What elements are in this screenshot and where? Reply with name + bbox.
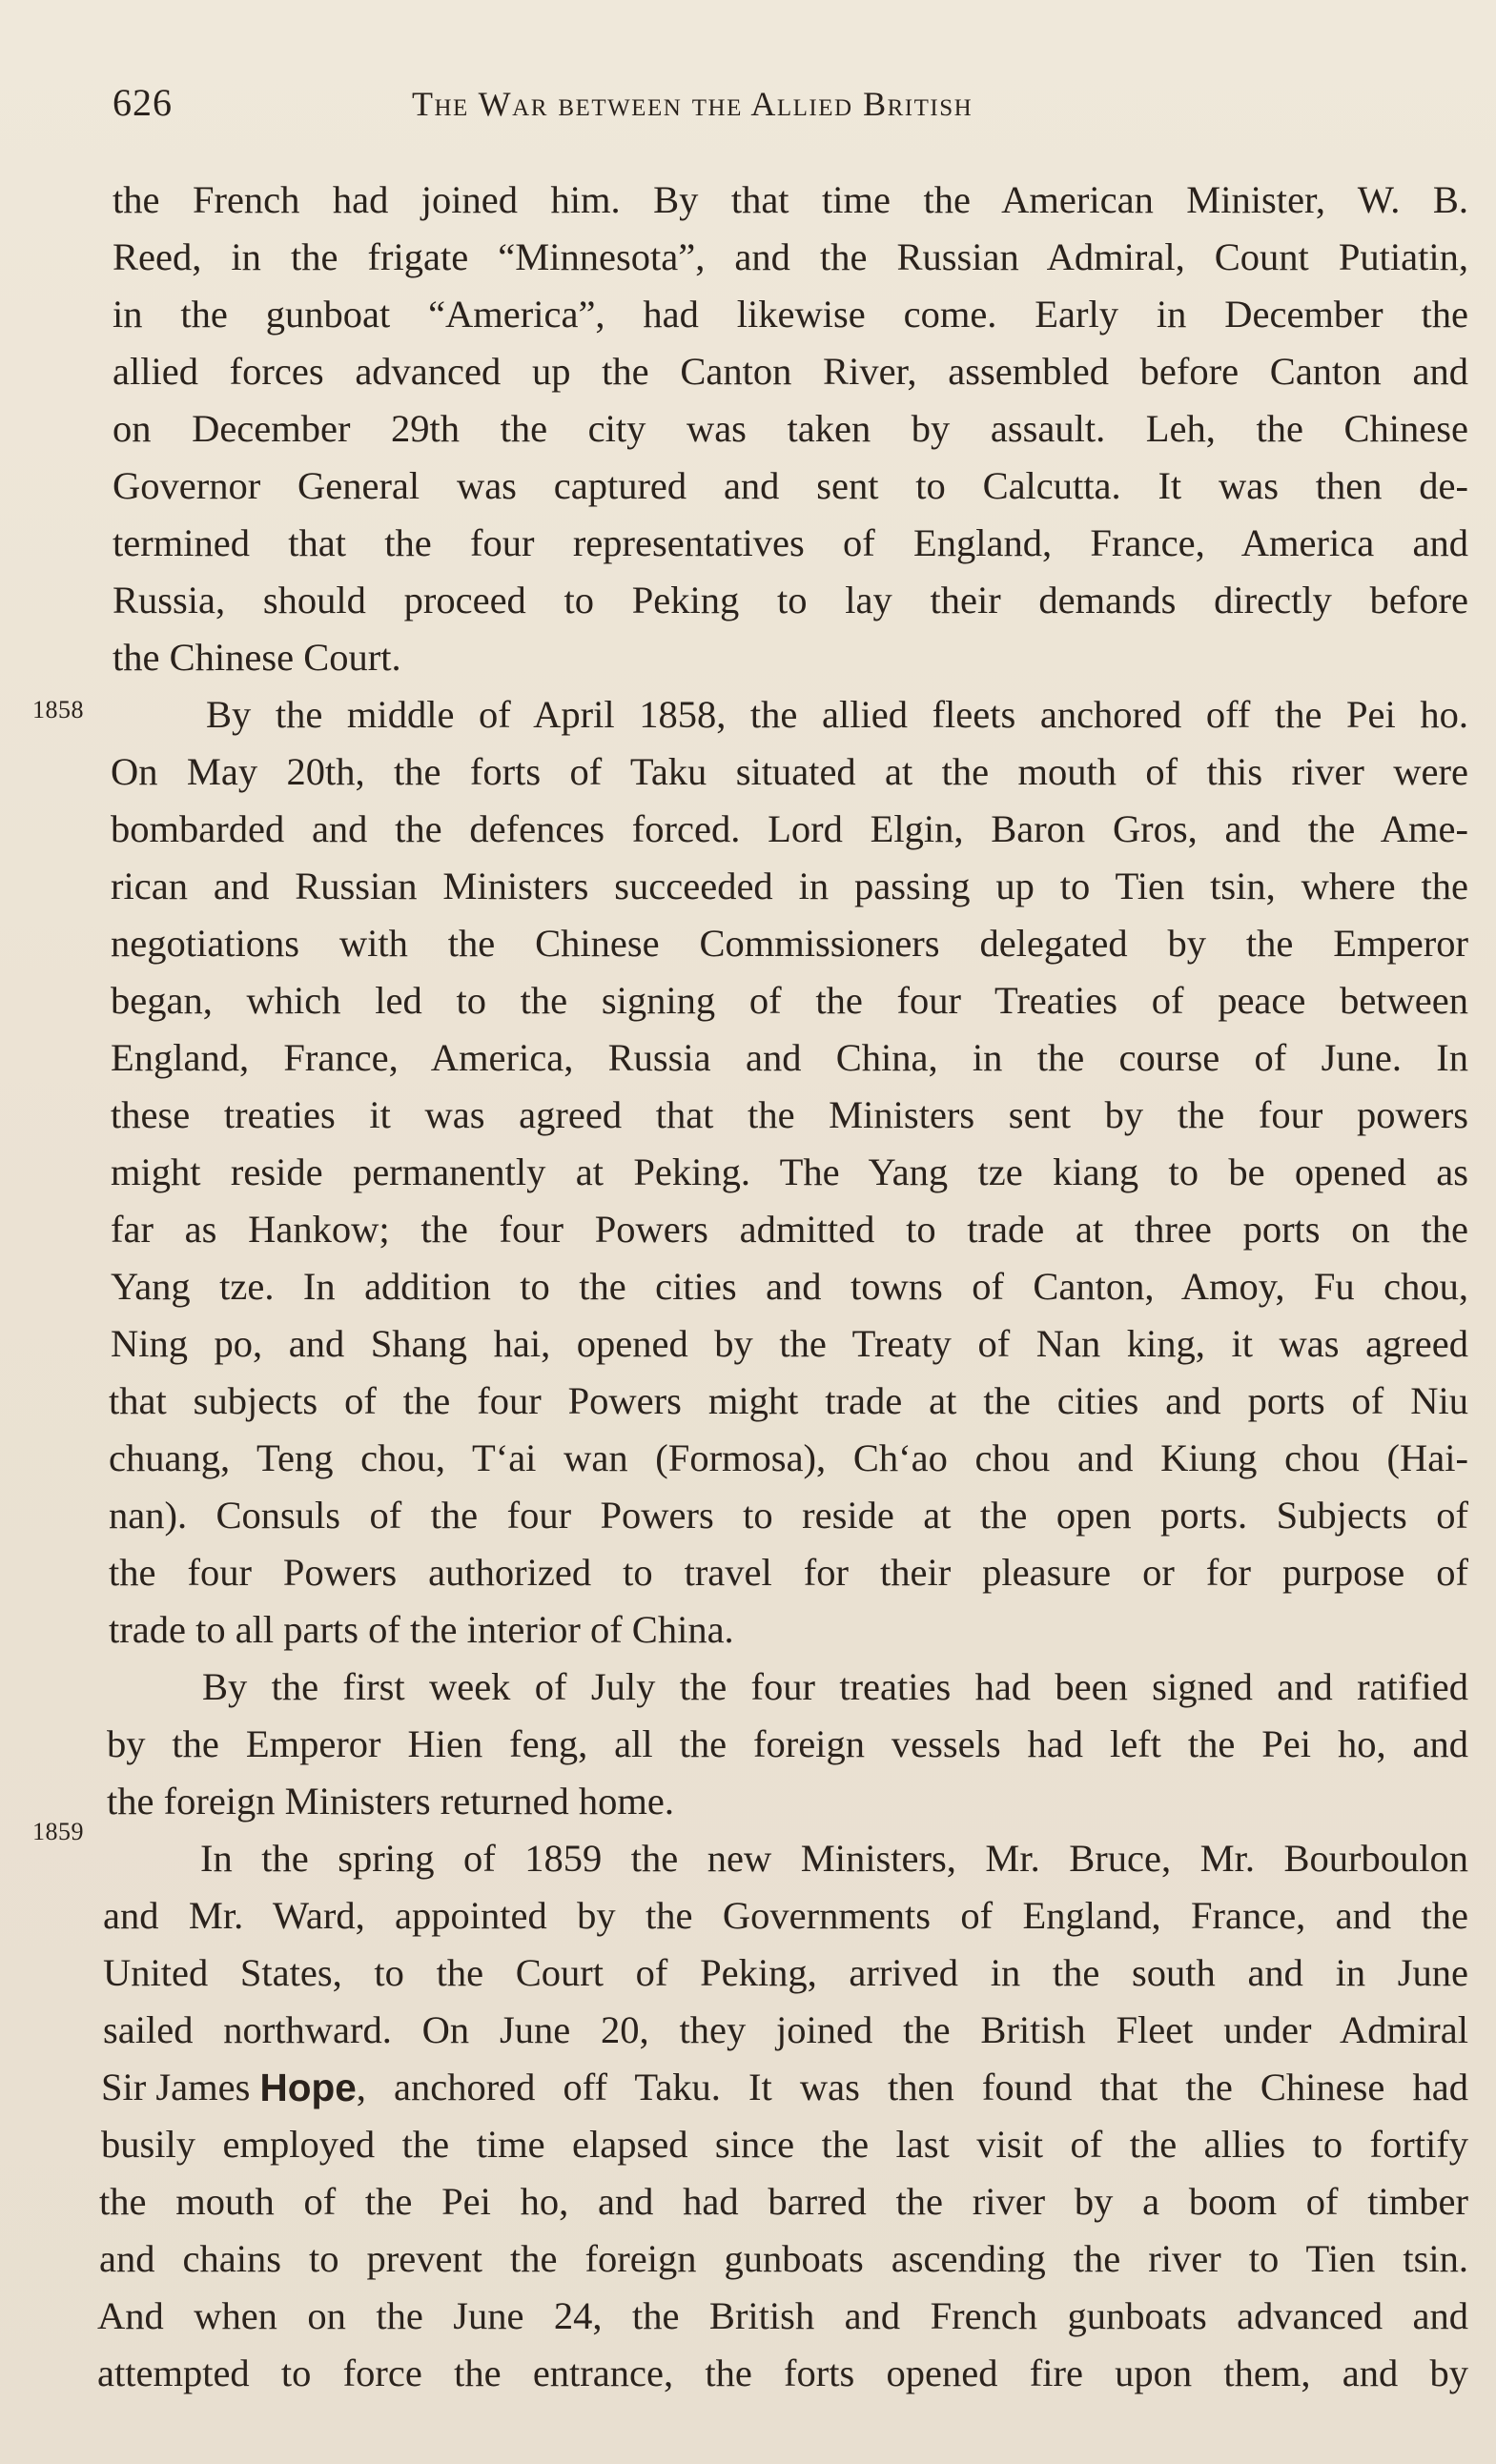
text-line: bombarded and the defences forced. Lord Elgin, Baron Gros, and the Ame-: [111, 807, 1468, 850]
text-segment: Sir James: [101, 2066, 260, 2108]
text-line: Governor General was captured and sent to Calcutta. It was then de-: [113, 464, 1468, 507]
text-line: And when on the June 24, the British and French gunboats advanced and: [97, 2294, 1468, 2337]
text-line: allied forces advanced up the Canton River, assembled before Canton and: [113, 350, 1468, 393]
text-line: on December 29th the city was taken by assault. Leh, the Chinese: [113, 407, 1468, 450]
name-hope: Hope: [259, 2066, 357, 2109]
margin-year-1859: 1859: [32, 1818, 84, 1845]
text-line: these treaties it was agreed that the Ministers sent by the four powers: [111, 1093, 1468, 1136]
text-line: began, which led to the signing of the four Treaties of peace between: [111, 979, 1468, 1022]
text-line: the mouth of the Pei ho, and had barred the river by a boom of timber: [99, 2180, 1468, 2223]
text-line: chuang, Teng chou, T‘ai wan (Formosa), Ch‘ao chou and Kiung chou (Hai-: [109, 1436, 1468, 1479]
text-line: nan). Consuls of the four Powers to reside at the open ports. Subjects of: [109, 1494, 1468, 1537]
text-line: Yang tze. In addition to the cities and towns of Canton, Amoy, Fu chou,: [111, 1265, 1468, 1308]
text-line: In the spring of 1859 the new Ministers, Mr. Bruce, Mr. Bourboulon: [200, 1837, 1468, 1880]
text-line: Reed, in the frigate “Minnesota”, and the Russian Admiral, Count Putiatin,: [113, 235, 1468, 278]
page-number: 626: [113, 81, 173, 124]
margin-year-1858: 1858: [32, 696, 84, 723]
text-line: negotiations with the Chinese Commissioners delegated by the Emperor: [111, 922, 1468, 965]
text-line: By the middle of April 1858, the allied fleets anchored off the Pei ho.: [206, 693, 1468, 736]
text-line: busily employed the time elapsed since the last visit of the allies to fortify: [101, 2123, 1468, 2166]
text-line: and Mr. Ward, appointed by the Governments of England, France, and the: [103, 1894, 1468, 1937]
text-line: that subjects of the four Powers might trade at the cities and ports of Niu: [109, 1379, 1468, 1422]
text-line: trade to all parts of the interior of China.: [109, 1608, 734, 1651]
text-line: far as Hankow; the four Powers admitted to trade at three ports on the: [111, 1208, 1468, 1251]
text-line: might reside permanently at Peking. The Yang tze kiang to be opened as: [111, 1151, 1468, 1193]
text-line: United States, to the Court of Peking, arrived in the south and in June: [103, 1951, 1468, 1994]
text-line: Ning po, and Shang hai, opened by the Treaty of Nan king, it was agreed: [111, 1322, 1468, 1365]
text-line: [101, 2068, 1468, 2108]
text-line: By the first week of July the four treaties had been signed and ratified: [202, 1665, 1468, 1708]
text-line: in the gunboat “America”, had likewise come. Early in December the: [113, 293, 1468, 336]
text-line: On May 20th, the forts of Taku situated at the mouth of this river were: [111, 750, 1468, 793]
text-line: and chains to prevent the foreign gunboats ascending the river to Tien tsin.: [99, 2237, 1468, 2280]
text-line: termined that the four representatives of England, France, America and: [113, 521, 1468, 564]
text-line: sailed northward. On June 20, they joined the British Fleet under Admiral: [103, 2008, 1468, 2051]
text-line: the French had joined him. By that time the American Minister, W. B.: [113, 178, 1468, 221]
text-line: Russia, should proceed to Peking to lay their demands directly before: [113, 579, 1468, 621]
text-line: by the Emperor Hien feng, all the foreign vessels had left the Pei ho, and: [107, 1722, 1468, 1765]
text-line: the four Powers authorized to travel for their pleasure or for purpose of: [109, 1551, 1468, 1594]
running-head: The War between the Allied British: [412, 85, 973, 123]
text-line: England, France, America, Russia and China, in the course of June. In: [111, 1036, 1468, 1079]
text-segment: , anchored off Taku. It was then found that the Chinese had: [356, 2066, 1468, 2108]
text-line: the Chinese Court.: [113, 636, 401, 679]
text-line: attempted to force the entrance, the forts opened fire upon them, and by: [97, 2352, 1468, 2394]
text-line: the foreign Ministers returned home.: [107, 1780, 674, 1823]
text-line: rican and Russian Ministers succeeded in passing up to Tien tsin, where the: [111, 865, 1468, 907]
